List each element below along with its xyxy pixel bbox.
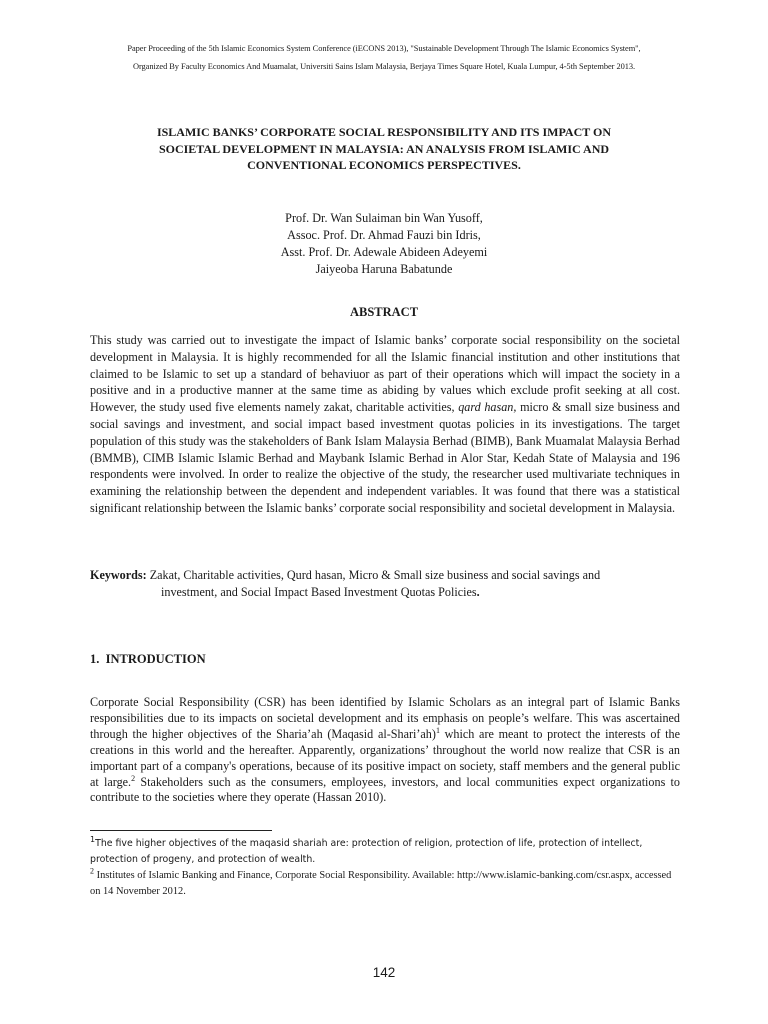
introduction-paragraph bbox=[90, 695, 680, 806]
abstract-heading: ABSTRACT bbox=[349, 305, 419, 319]
title-line-2: SOCIETAL DEVELOPMENT IN MALAYSIA: AN ANALYSIS FROM ISLAMIC AND bbox=[158, 141, 610, 156]
footnotes bbox=[90, 836, 680, 899]
footnote-ref-2[interactable]: 2 bbox=[131, 773, 136, 783]
intro-text-3: Stakeholders such as the consumers, employees, investors, and local communities expect organizations to contribute to the societies where they operate (Hassan 2010). bbox=[90, 774, 680, 805]
page-number: 142 bbox=[372, 965, 396, 980]
header-line-1: Paper Proceeding of the 5th Islamic Economics System Conference (iECONS 2013), "Sustainable Development Through The Islamic Economics System", bbox=[127, 44, 641, 53]
author: Asst. Prof. Dr. Adewale Abideen Adeyemi bbox=[280, 245, 488, 259]
keywords-block bbox=[90, 567, 680, 601]
footnote-divider bbox=[90, 830, 272, 831]
paper-title bbox=[90, 124, 678, 174]
intro-text-1: Corporate Social Responsibility (CSR) has been identified by Islamic Scholars as an integral part of Islamic Banks responsibilities due to its impacts on societal development and its emphasis on people’s welfare. This was ascertained through the higher objectives of the Sharia’ah (Maqasid al-Shari’ah) bbox=[90, 695, 680, 741]
keywords-label: Keywords: bbox=[90, 568, 147, 582]
author: Prof. Dr. Wan Sulaiman bin Wan Yusoff, bbox=[285, 211, 483, 225]
author: Assoc. Prof. Dr. Ahmad Fauzi bin Idris, bbox=[287, 228, 481, 242]
abstract-text-part-2: micro & small size business and social savings and investment, and social impact based investment quotas policies in its investigations. The target population of this study was the stakeholders of Bank Islam Malaysia Berhad (BIMB), Bank Muamalat Malaysia Berhad (BMMB), CIMB Islamic Islamic Berhad and Maybank Islamic Berhad in Alor Star, Kedah State of Malaysia and 196 respondents were involved. In order to realize the objective of the study, the researcher used multivariate techniques in examining the relationship between the dependent and independent variables. It was found that there was a statistical significant relationship between the Islamic banks’ corporate social responsibility and societal development in Malaysia. bbox=[90, 400, 681, 515]
header-line-2: Organized By Faculty Economics And Muamalat, Universiti Sains Islam Malaysia, Berjaya Times Square Hotel, Kuala Lumpur, 4-5th September 2013. bbox=[132, 62, 636, 71]
abstract-text-part-1: This study was carried out to investigate the impact of Islamic banks’ corporate social responsibility on the societal development in Malaysia. It is highly recommended for all the Islamic financial institution and other institutions that claimed to be Islamic to set up a standard of behaviuor as part of their operations which will impact the society in a positive and in a productive manner at the same time as abiding by values which exclude profit seeking at all cost. However, the study used five elements namely zakat, charitable activities, bbox=[90, 333, 680, 415]
section-title: INTRODUCTION bbox=[105, 652, 206, 666]
abstract-italic-term: qard hasan, bbox=[458, 400, 517, 415]
footnote-ref-1[interactable]: 1 bbox=[435, 725, 440, 735]
keywords-end-period: . bbox=[476, 584, 480, 599]
footnote-1 bbox=[90, 836, 680, 868]
footnote-text: Institutes of Islamic Banking and Finance, Corporate Social Responsibility. Available: http://www.islamic-banking.com/csr.aspx, accessed on 14 November 2012. bbox=[90, 870, 672, 897]
footnote-text: The five higher objectives of the maqasid shariah are: protection of religion, protection of life, protection of intellect, protection of progeny, and protection of wealth. bbox=[90, 838, 643, 865]
keywords-line-2: investment, and Social Impact Based Investment Quotas Policies bbox=[161, 584, 477, 599]
title-line-1: ISLAMIC BANKS’ CORPORATE SOCIAL RESPONSIBILITY AND ITS IMPACT ON bbox=[156, 125, 612, 139]
keywords-line-2-wrap bbox=[90, 584, 680, 601]
footnote-2 bbox=[90, 868, 680, 899]
author: Jaiyeoba Haruna Babatunde bbox=[315, 262, 453, 276]
author-list bbox=[150, 210, 618, 278]
section-heading-introduction bbox=[90, 652, 206, 667]
intro-text-2: which are meant to protect the interests of the creations in this world and the hereafter. Apparently, organizations’ throughout the world now realize that CSR is an important part of a company's operations, because of its positive impact on society, staff members and the general public at large. bbox=[90, 726, 680, 789]
footnote-number: 1 bbox=[90, 834, 96, 844]
abstract-body bbox=[90, 332, 680, 517]
title-line-3: CONVENTIONAL ECONOMICS PERSPECTIVES. bbox=[247, 158, 521, 172]
keywords-line-1: Zakat, Charitable activities, Qurd hasan, Micro & Small size business and social savings and bbox=[146, 568, 601, 582]
conference-header bbox=[40, 40, 728, 76]
section-number: 1. bbox=[90, 652, 100, 666]
footnote-number: 2 bbox=[90, 866, 94, 876]
